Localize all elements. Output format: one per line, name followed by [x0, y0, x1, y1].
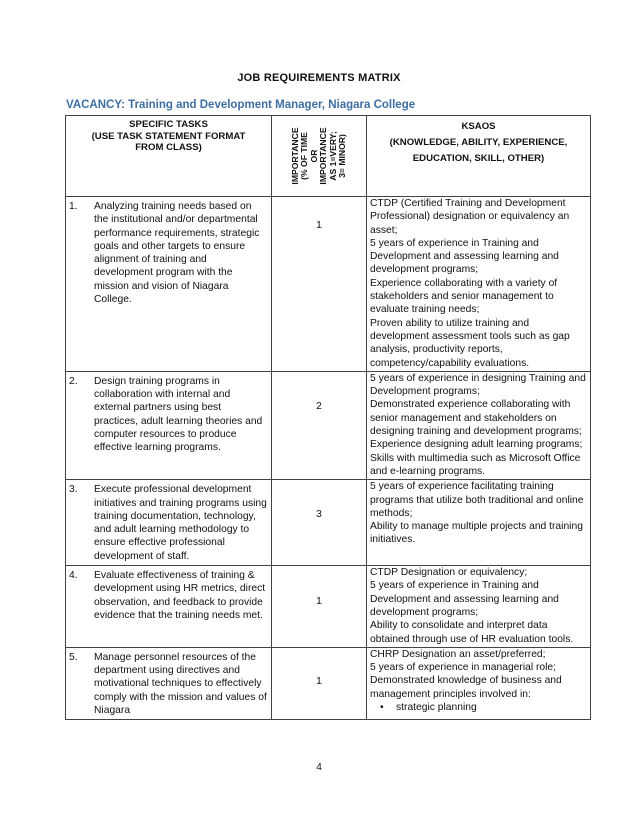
page-number: 4 [316, 762, 322, 773]
task-cell: 4. Evaluate effectiveness of training & development using HR metrics, direct observation, and feedback to provide evidence that the training needs met. [66, 566, 272, 648]
ksao-cell: 5 years of experience facilitating training programs that utilize both traditional and online methods; Ability to manage multiple projects and training initiatives. [367, 480, 591, 566]
requirements-matrix-table [65, 115, 591, 720]
ksao-cell: CHRP Designation an asset/preferred; 5 years of experience in managerial role; Demonstrated knowledge of business and management principles involved in: • strategic planning [367, 647, 591, 719]
table-row [66, 371, 591, 479]
importance-cell: 3 [272, 480, 367, 566]
task-cell: 5. Manage personnel resources of the department using directives and motivational techniques to effectively comply with the mission and values of Niagara [66, 647, 272, 719]
table-row [66, 480, 591, 566]
task-cell: 1. Analyzing training needs based on the institutional and/or departmental performance requirements, strategic goals and other targets to ensure alignment of training and development program with the mission and vision of Niagara College. [66, 197, 272, 372]
vacancy-heading: VACANCY: Training and Development Manager, Niagara College [66, 99, 416, 111]
importance-cell: 2 [272, 371, 367, 479]
task-cell: 2. Design training programs in collaboration with internal and external partners using best practices, adult learning theories and computer resources to produce effective learning programs. [66, 371, 272, 479]
bullet-item: • strategic planning [380, 701, 477, 713]
importance-cell: 1 [272, 566, 367, 648]
table-row [66, 647, 591, 719]
table-row [66, 566, 591, 648]
header-row [66, 116, 591, 197]
header-specific-tasks: SPECIFIC TASKS (USE TASK STATEMENT FORMAT FROM CLASS) [66, 116, 272, 197]
table-row [66, 197, 591, 372]
importance-cell: 1 [272, 197, 367, 372]
header-ksaos: KSAOS (KNOWLEDGE, ABILITY, EXPERIENCE, EDUCATION, SKILL, OTHER) [367, 116, 591, 197]
task-cell: 3. Execute professional development initiatives and training programs using training documentation, technology, and adult learning methodology to ensure effective professional development of staff. [66, 480, 272, 566]
ksao-cell: CTDP (Certified Training and Development Professional) designation or equivalency an asset; 5 years of experience in Training and Development and assessing learning and development programs; Experience collaborating with a variety of stakeholders and senior management to evaluate training needs; Proven ability to utilize training and development assessment tools such as gap analysis, productivity reports, competency/capability evaluations. [367, 197, 591, 372]
importance-cell: 1 [272, 647, 367, 719]
page-title: JOB REQUIREMENTS MATRIX [237, 72, 401, 84]
bullet-icon: • [380, 701, 384, 713]
ksao-cell: 5 years of experience in designing Training and Development programs; Demonstrated experience collaborating with senior management and stakeholders on designing training and development programs; Experience designing adult learning programs; Skills with multimedia such as Microsoft Office and e-learning programs. [367, 371, 591, 479]
header-importance: IMPORTANCE (% OF TIME OR IMPORTANCE AS 1=VERY; 3= MINOR) [272, 116, 367, 197]
ksao-cell: CTDP Designation or equivalency; 5 years of experience in Training and Development and assessing learning and development programs; Ability to consolidate and interpret data obtained through use of HR evaluation tools. [367, 566, 591, 648]
